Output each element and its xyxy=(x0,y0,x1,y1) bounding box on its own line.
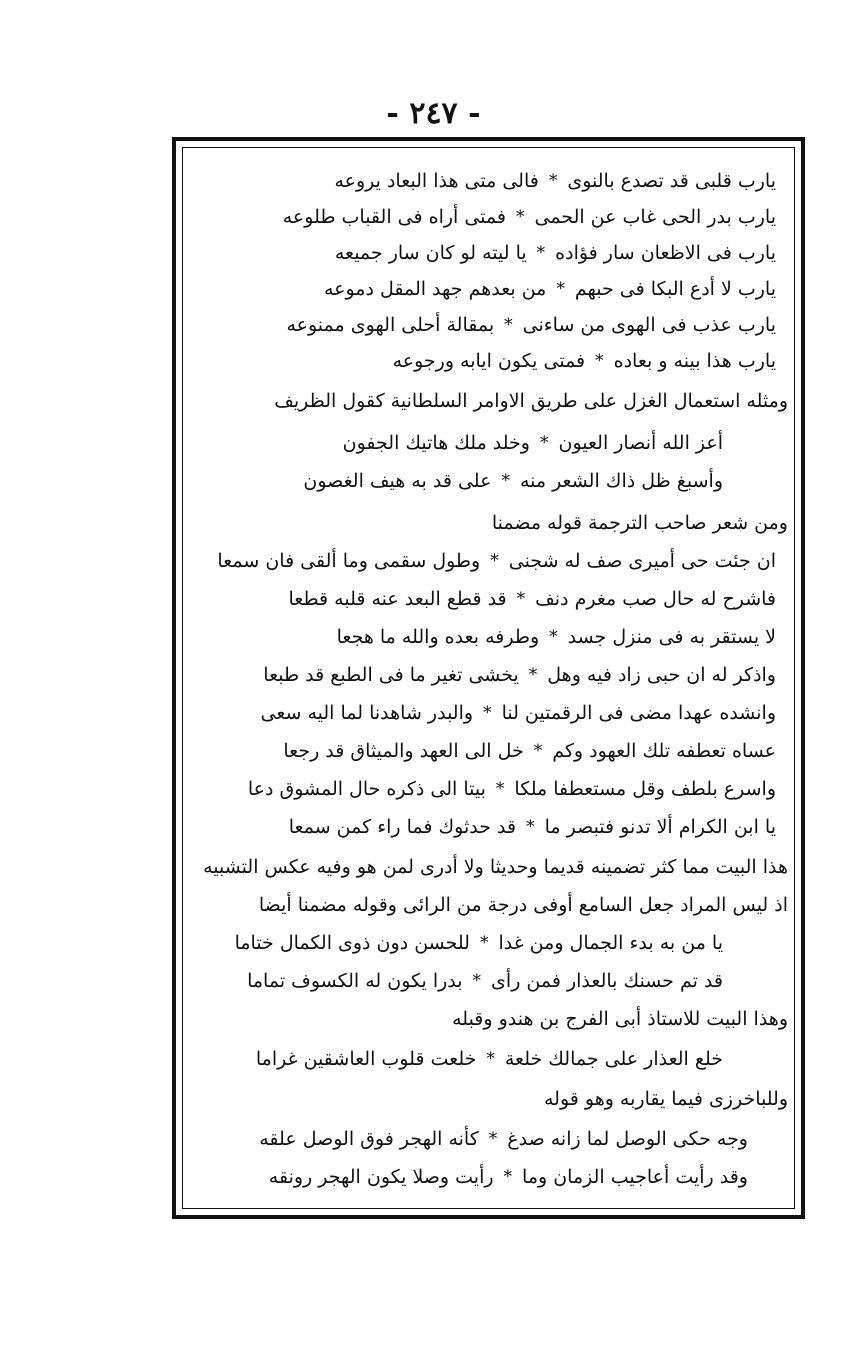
hemistich-first: يا ابن الكرام ألا تدنو فتبصر ما xyxy=(544,816,776,838)
hemistich-first: ان جئت حى أميرى صف له شجنى xyxy=(508,550,776,572)
hemistich-second: فمتى أراه فى القباب طلوعه xyxy=(282,206,506,228)
star-separator: * xyxy=(595,351,604,371)
hemistich-first: فاشرح له حال صب مغرم دنف xyxy=(535,588,776,610)
prose-line xyxy=(188,1001,788,1037)
hemistich-second: يا ليته لو كان سار جميعه xyxy=(334,242,527,264)
star-separator: * xyxy=(536,243,546,263)
hemistich-second: رأيت وصلا يكون الهجر رونقه xyxy=(268,1166,494,1188)
star-separator: * xyxy=(515,207,525,227)
hemistich-second: قد حدثوك فما راء كمن سمعا xyxy=(288,816,517,838)
hemistich-second: على قد به هيف الغصون xyxy=(303,470,492,492)
star-separator: * xyxy=(495,779,505,799)
star-separator: * xyxy=(526,817,535,837)
verse-line xyxy=(188,925,723,961)
verse-line xyxy=(188,1041,723,1077)
hemistich-first: يارب هذا بينه و بعاده xyxy=(613,350,776,372)
verse-line xyxy=(188,581,776,617)
prose-line xyxy=(188,505,788,541)
hemistich-first: وجه حكى الوصل لما زانه صدغ xyxy=(507,1128,748,1150)
verse-line xyxy=(188,1121,748,1157)
verse-line xyxy=(188,1159,748,1195)
hemistich-second: وطرفه بعده والله ما هجعا xyxy=(336,626,540,648)
hemistich-first: واذكر له ان حبى زاد فيه وهل xyxy=(547,664,776,686)
hemistich-second: وخلد ملك هاتيك الجفون xyxy=(342,432,530,454)
star-separator: * xyxy=(533,741,543,761)
prose-line xyxy=(188,1081,788,1117)
hemistich-first: وانشده عهدا مضى فى الرقمتين لنا xyxy=(501,702,776,724)
prose-text: وللباخرزى فيما يقاربه وهو قوله xyxy=(543,1088,788,1110)
verse-line xyxy=(188,463,723,499)
star-separator: * xyxy=(504,315,513,335)
prose-line xyxy=(188,383,788,419)
hemistich-second: خل الى العهد والميثاق قد رجعا xyxy=(283,740,524,762)
verse-line xyxy=(188,271,776,307)
verse-line xyxy=(188,809,776,845)
hemistich-first: خلع العذار على جمالك خلعة xyxy=(504,1048,723,1070)
hemistich-second: من بعدهم جهد المقل دموعه xyxy=(323,278,547,300)
verse-line xyxy=(188,307,776,343)
hemistich-first: يارب قلبى قد تصدع بالنوى xyxy=(567,170,776,192)
prose-line xyxy=(188,887,788,923)
star-separator: * xyxy=(472,971,482,991)
star-separator: * xyxy=(539,433,549,453)
star-separator: * xyxy=(479,933,489,953)
hemistich-second: كأنه الهجر فوق الوصل علقه xyxy=(259,1128,479,1150)
verse-line xyxy=(188,733,776,769)
verse-line xyxy=(188,695,776,731)
hemistich-second: فمتى يكون ايابه ورجوعه xyxy=(392,350,586,372)
hemistich-second: بمقالة أحلى الهوى ممنوعه xyxy=(286,314,495,336)
hemistich-second: خلعت قلوب العاشقين غراما xyxy=(255,1048,477,1070)
hemistich-first: قد تم حسنك بالعذار فمن رأى xyxy=(491,970,723,992)
hemistich-first: لا يستقر به فى منزل جسد xyxy=(567,626,776,648)
verse-line xyxy=(188,619,776,655)
hemistich-second: بيتا الى ذكره حال المشوق دعا xyxy=(247,778,486,800)
hemistich-first: عساه تعطفه تلك العهود وكم xyxy=(552,740,776,762)
verse-line xyxy=(188,235,776,271)
hemistich-first: وقد رأيت أعاجيب الزمان وما xyxy=(522,1166,748,1188)
hemistich-second: بدرا يكون له الكسوف تماما xyxy=(247,970,463,992)
star-separator: * xyxy=(549,627,558,647)
hemistich-second: للحسن دون ذوى الكمال ختاما xyxy=(234,932,470,954)
prose-text: ومثله استعمال الغزل على طريق الاوامر السلطانية كقول الظريف xyxy=(274,390,788,412)
star-separator: * xyxy=(528,665,538,685)
verse-line xyxy=(188,543,776,579)
prose-text: ومن شعر صاحب الترجمة قوله مضمنا xyxy=(491,512,788,534)
hemistich-first: يا من به بدء الجمال ومن غدا xyxy=(498,932,723,954)
hemistich-second: قد قطع البعد عنه قلبه قطعا xyxy=(288,588,507,610)
star-separator: * xyxy=(548,171,558,191)
star-separator: * xyxy=(516,589,526,609)
star-separator: * xyxy=(486,1049,495,1069)
prose-line xyxy=(188,849,788,885)
verse-line xyxy=(188,425,723,461)
prose-text: اذ ليس المراد جعل السامع أوفى درجة من الرائى وقوله مضمنا أيضا xyxy=(258,894,788,916)
prose-text: هذا البيت مما كثر تضمينه قديما وحديثا ولا أدرى لمن هو وفيه عكس التشبيه xyxy=(203,856,788,878)
verse-line xyxy=(188,963,723,999)
star-separator: * xyxy=(488,1129,498,1149)
verse-line xyxy=(188,199,776,235)
verse-line xyxy=(188,657,776,693)
hemistich-second: وطول سقمى وما ألقى فان سمعا xyxy=(217,550,481,572)
hemistich-first: يارب لا أدع البكا فى حبهم xyxy=(574,278,776,300)
verse-line xyxy=(188,343,776,379)
hemistich-second: فالى متى هذا البعاد يروعه xyxy=(334,170,539,192)
hemistich-second: والبدر شاهدنا لما اليه سعى xyxy=(260,702,474,724)
hemistich-first: يارب بدر الحى غاب عن الحمى xyxy=(534,206,776,228)
text-body xyxy=(188,150,788,1210)
prose-text: وهذا البيت للاستاذ أبى الفرج بن هندو وقبله xyxy=(452,1008,788,1030)
hemistich-first: يارب عذب فى الهوى من ساءنى xyxy=(522,314,776,336)
hemistich-first: واسرع بلطف وقل مستعطفا ملكا xyxy=(514,778,776,800)
hemistich-second: يخشى تغير ما فى الطبع قد طبعا xyxy=(263,664,519,686)
star-separator: * xyxy=(490,551,499,571)
hemistich-first: أعز الله أنصار العيون xyxy=(558,432,723,454)
hemistich-first: يارب فى الاظعان سار فؤاده xyxy=(555,242,776,264)
page-number: - ٢٤٧ - xyxy=(386,96,481,131)
star-separator: * xyxy=(503,1167,513,1187)
verse-line xyxy=(188,771,776,807)
verse-line xyxy=(188,163,776,199)
star-separator: * xyxy=(556,279,565,299)
star-separator: * xyxy=(501,471,510,491)
hemistich-first: وأسبغ ظل ذاك الشعر منه xyxy=(519,470,723,492)
star-separator: * xyxy=(483,703,492,723)
